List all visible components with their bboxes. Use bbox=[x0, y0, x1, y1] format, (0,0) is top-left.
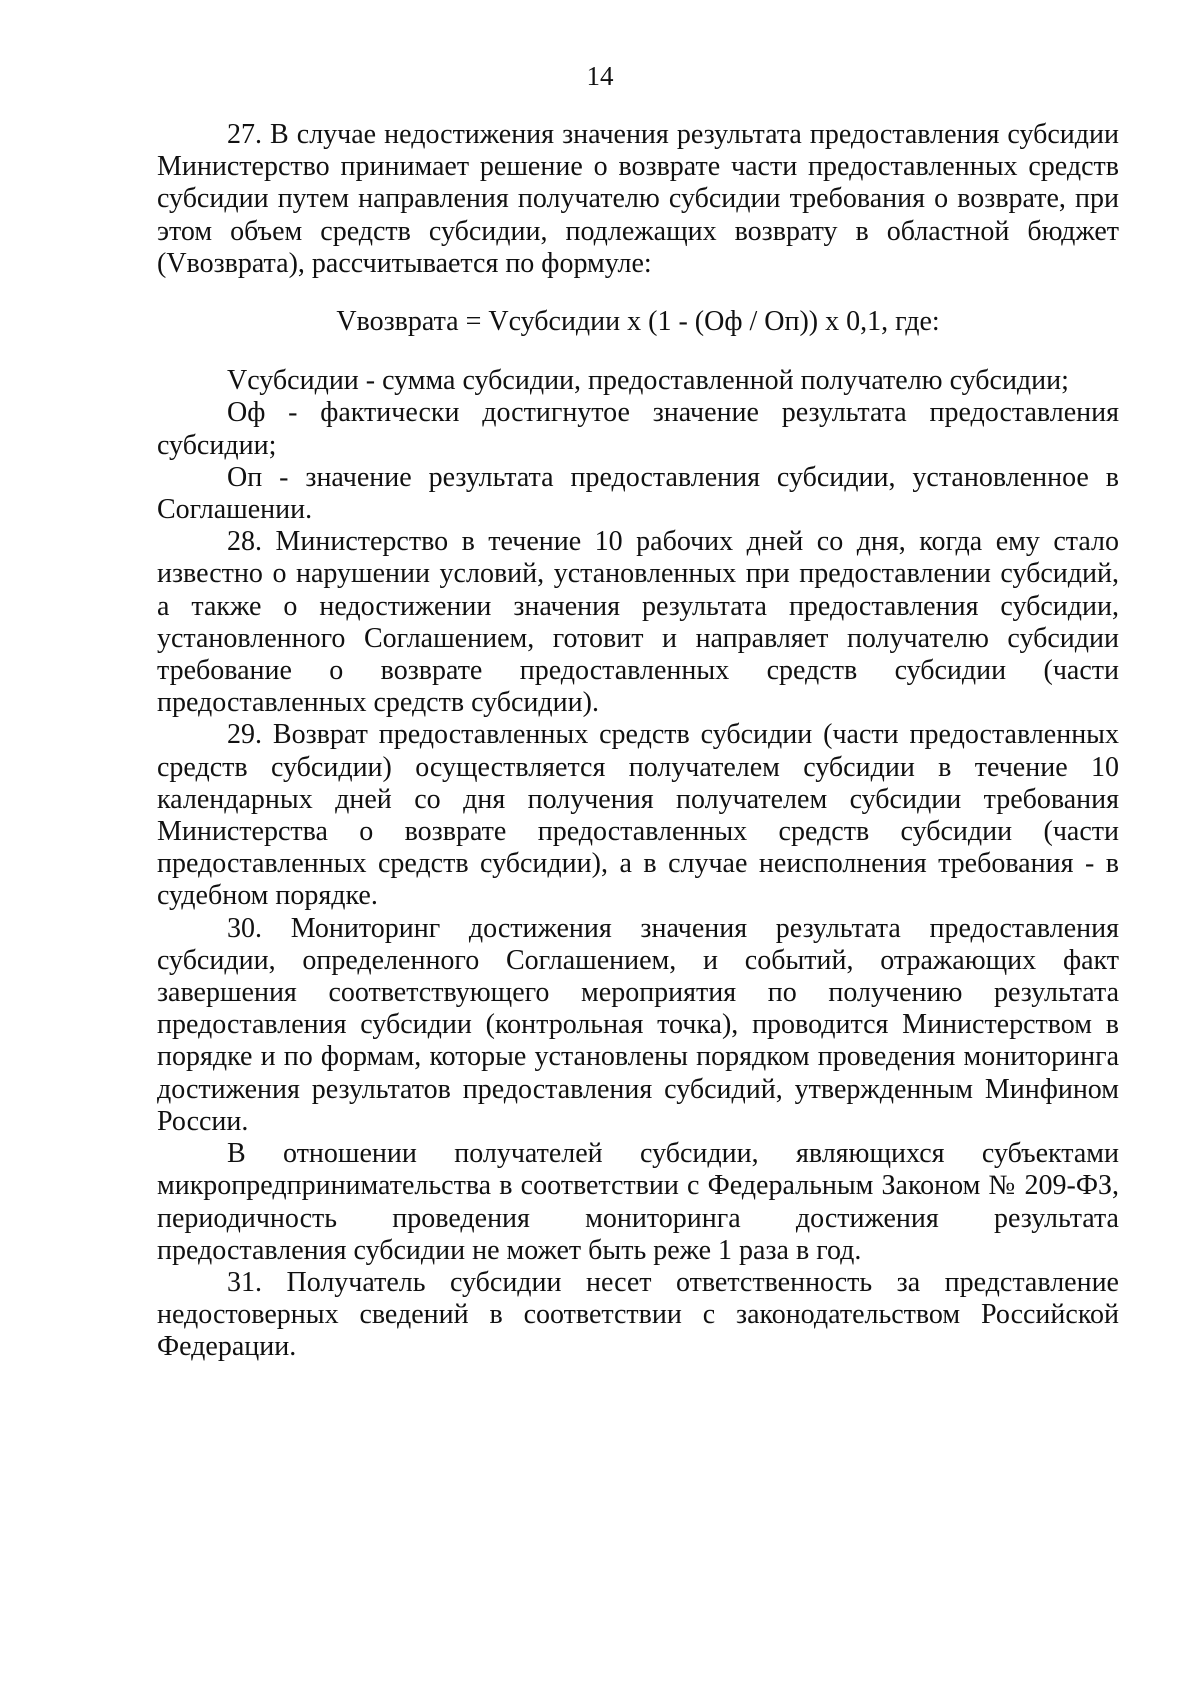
paragraph-28: 28. Министерство в течение 10 рабочих дней со дня, когда ему стало известно о нарушении условий, установленных при предоставлении субсидий, а также о недостижении значения результата предоставления субсидии, установленного Соглашением, готовит и направляет получателю субсидии требование о возврате предоставленных средств субсидии (части предоставленных средств субсидии). bbox=[157, 526, 1119, 719]
paragraph-30-micro: В отношении получателей субсидии, являющихся субъектами микропредпринимательства в соответствии с Федеральным Законом № 209-ФЗ, периодичность проведения мониторинга достижения результата предоставления субсидии не может быть реже 1 раза в год. bbox=[157, 1138, 1119, 1266]
definition-of: Оф - фактически достигнутое значение результата предоставления субсидии; bbox=[157, 397, 1119, 461]
page-number: 14 bbox=[586, 61, 614, 91]
paragraph-31: 31. Получатель субсидии несет ответственность за представление недостоверных сведений в соответствии с законодательством Российской Федерации. bbox=[157, 1266, 1119, 1363]
definition-op: Оп - значение результата предоставления субсидии, установленное в Соглашении. bbox=[157, 461, 1119, 526]
definition-v-subsidy: Vсубсидии - сумма субсидии, предоставленной получателю субсидии; bbox=[227, 365, 1069, 397]
paragraph-29: 29. Возврат предоставленных средств субсидии (части предоставленных средств субсидии) осуществляется получателем субсидии в течение 10 календарных дней со дня получения получателем субсидии требования Министерства о возврате предоставленных средств субсидии (части предоставленных средств субсидии), а в случае неисполнения требования - в судебном порядке. bbox=[157, 719, 1119, 912]
paragraph-30: 30. Мониторинг достижения значения результата предоставления субсидии, определенного Соглашением, и событий, отражающих факт завершения соответствующего мероприятия по получению результата предоставления субсидии (контрольная точка), проводится Министерством в порядке и по формам, которые установлены порядком проведения мониторинга достижения результатов предоставления субсидий, утвержденным Минфином России. bbox=[157, 912, 1119, 1137]
paragraph-27: 27. В случае недостижения значения результата предоставления субсидии Министерство принимает решение о возврате части предоставленных средств субсидии путем направления получателю субсидии требования о возврате, при этом объем средств субсидии, подлежащих возврату в областной бюджет (Vвозврата), рассчитывается по формуле: bbox=[157, 119, 1119, 279]
document-body bbox=[157, 119, 1119, 1364]
formula: Vвозврата = Vсубсидии x (1 - (Оф / Оп)) x 0,1, где: bbox=[336, 306, 940, 338]
